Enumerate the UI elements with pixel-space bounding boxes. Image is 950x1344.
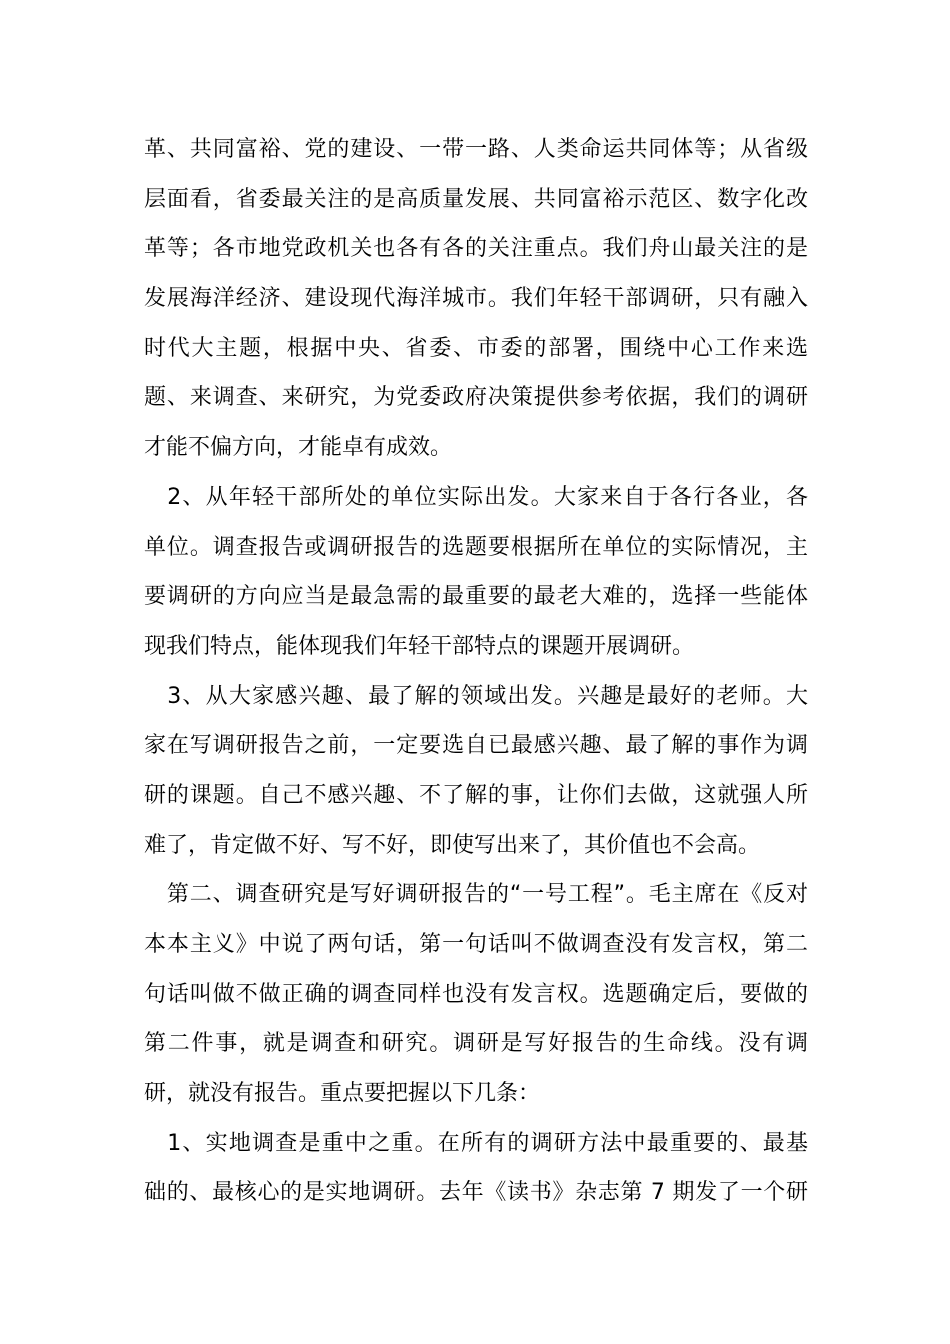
paragraph bbox=[144, 870, 808, 1118]
text-line: 研的课题。自己不感兴趣、不了解的事，让你们去做，这就强人所 bbox=[144, 782, 808, 808]
text-line: 句话叫做不做正确的调查同样也没有发言权。选题确定后，要做的 bbox=[144, 981, 808, 1007]
paragraph bbox=[144, 672, 808, 871]
document-body bbox=[144, 125, 808, 1218]
text-line: 第二、调查研究是写好调研报告的“一号工程”。毛主席在《反对 bbox=[144, 882, 808, 908]
text-line: 才能不偏方向，才能卓有成效。 bbox=[144, 435, 453, 461]
paragraph bbox=[144, 473, 808, 672]
text-line: 发展海洋经济、建设现代海洋城市。我们年轻干部调研，只有融入 bbox=[144, 286, 808, 312]
text-line: 时代大主题，根据中央、省委、市委的部署，围绕中心工作来选 bbox=[144, 335, 808, 361]
text-line: 1、实地调查是重中之重。在所有的调研方法中最重要的、最基 bbox=[144, 1130, 808, 1156]
text-line: 层面看，省委最关注的是高质量发展、共同富裕示范区、数字化改 bbox=[144, 186, 808, 212]
text-line: 难了，肯定做不好、写不好，即使写出来了，其价值也不会高。 bbox=[144, 832, 761, 858]
paragraph bbox=[144, 1119, 808, 1218]
text-line: 第二件事，就是调查和研究。调研是写好报告的生命线。没有调 bbox=[144, 1031, 808, 1057]
text-line: 题、来调查、来研究，为党委政府决策提供参考依据，我们的调研 bbox=[144, 385, 808, 411]
text-line: 革、共同富裕、党的建设、一带一路、人类命运共同体等；从省级 bbox=[144, 137, 808, 162]
text-line: 2、从年轻干部所处的单位实际出发。大家来自于各行各业，各 bbox=[144, 484, 808, 510]
text-line: 3、从大家感兴趣、最了解的领域出发。兴趣是最好的老师。大 bbox=[144, 683, 808, 709]
text-line: 本本主义》中说了两句话，第一句话叫不做调查没有发言权，第二 bbox=[144, 932, 808, 957]
text-line: 研，就没有报告。重点要把握以下几条： bbox=[144, 1081, 541, 1107]
text-line: 础的、最核心的是实地调研。去年《读书》杂志第 7 期发了一个研 bbox=[144, 1180, 808, 1206]
text-line: 单位。调查报告或调研报告的选题要根据所在单位的实际情况，主 bbox=[144, 534, 808, 560]
text-line: 家在写调研报告之前，一定要选自已最感兴趣、最了解的事作为调 bbox=[144, 733, 808, 759]
text-line: 要调研的方向应当是最急需的最重要的最老大难的，选择一些能体 bbox=[144, 584, 808, 610]
text-line: 现我们特点，能体现我们年轻干部特点的课题开展调研。 bbox=[144, 633, 695, 659]
paragraph bbox=[144, 125, 808, 473]
text-line: 革等；各市地党政机关也各有各的关注重点。我们舟山最关注的是 bbox=[144, 236, 808, 262]
